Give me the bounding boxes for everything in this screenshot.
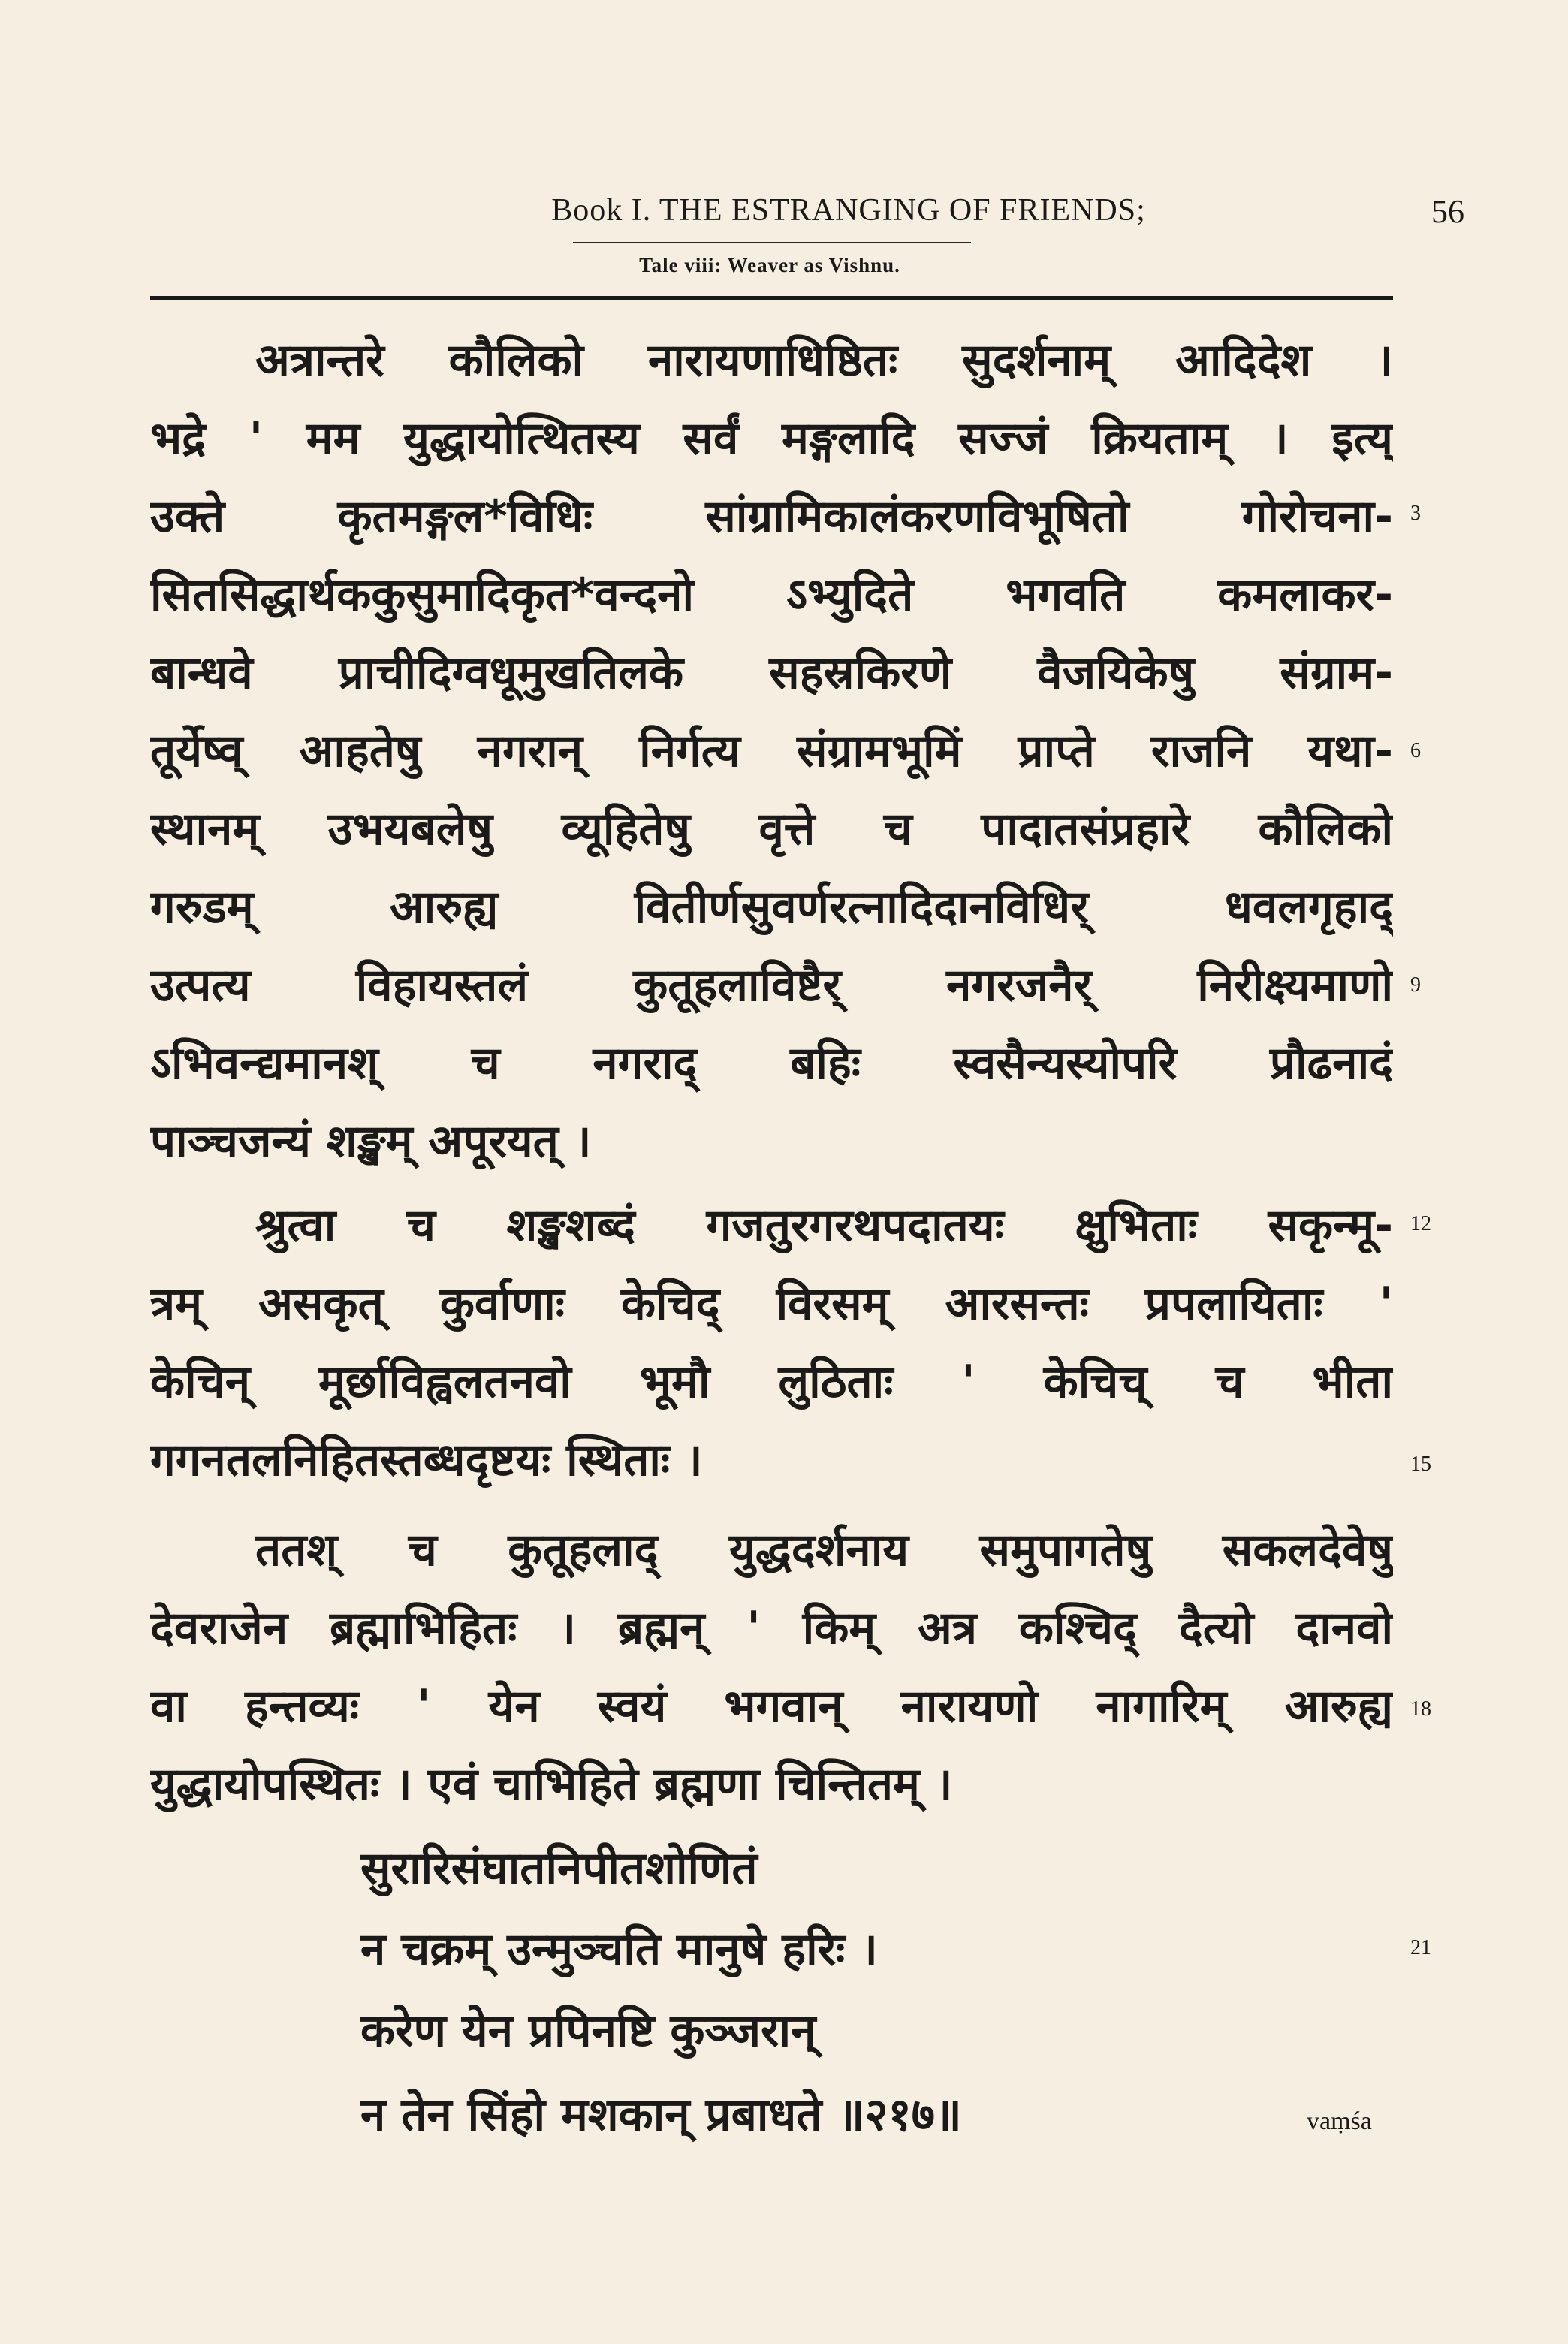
text-line: स्थानम् उभयबलेषु व्यूहितेषु वृत्ते च पादातसंप्रहारे कौलिको	[150, 803, 1393, 855]
text-line: श्रुत्वा च शङ्खशब्दं गजतुरगरथपदातयः क्षुभिताः सकृन्मू-	[255, 1199, 1393, 1252]
subheading-rule	[573, 242, 971, 243]
text-line: तूर्येष्व् आहतेषु नगरान् निर्गत्य संग्रामभूमिं प्राप्ते राजनि यथा-	[150, 725, 1393, 777]
text-line: ततश् च कुतूहलाद् युद्धदर्शनाय समुपागतेषु सकलदेवेषु	[255, 1524, 1393, 1576]
verse-line: सुरारिसंघातनिपीतशोणितं	[360, 1842, 758, 1895]
line-number: 18	[1410, 1697, 1431, 1721]
text-line: गगनतलनिहितस्तब्धदृष्टयः स्थिताः ।	[150, 1434, 703, 1486]
text-line: भद्रे ' मम युद्धायोत्थितस्य सर्वं मङ्गलादि सज्जं क्रियताम् । इत्य्	[150, 412, 1393, 465]
header-rule	[150, 296, 1393, 300]
text-line: गरुडम् आरुह्य वितीर्णसुवर्णरत्नादिदानविधिर् धवलगृहाद्	[150, 881, 1393, 934]
verse-line: न तेन सिंहो मशकान् प्रबाधते ॥२१७॥	[360, 2089, 962, 2141]
line-number: 6	[1410, 739, 1421, 762]
text-line: केचिन् मूर्छाविह्वलतनवो भूमौ लुठिताः ' केचिच् च भीता	[150, 1356, 1393, 1408]
line-number: 3	[1410, 502, 1421, 525]
verse-line: न चक्रम् उन्मुञ्चति मानुषे हरिः ।	[360, 1923, 878, 1976]
text-line: पाञ्चजन्यं शङ्खम् अपूरयत् ।	[150, 1115, 592, 1168]
text-line: युद्धायोपस्थितः । एवं चाभिहिते ब्रह्मणा चिन्तितम् ।	[150, 1758, 953, 1811]
page-number: 56	[1431, 193, 1464, 230]
text-line: उक्ते कृतमङ्गल*विधिः सांग्रामिकालंकरणविभूषितो गोरोचना-	[150, 490, 1393, 543]
line-number: 9	[1410, 973, 1421, 997]
line-number: 12	[1410, 1212, 1431, 1235]
line-number: 21	[1410, 1936, 1431, 1959]
text-line: देवराजेन ब्रह्माभिहितः । ब्रह्मन् ' किम् अत्र कश्चिद् दैत्यो दानवो	[150, 1602, 1393, 1655]
verse-line: करेण येन प्रपिनष्टि कुञ्जरान्	[360, 2005, 816, 2057]
text-line: उत्पत्य विहायस्तलं कुतूहलाविष्टैर् नगरजनैर् निरीक्ष्यमाणो	[150, 959, 1393, 1012]
text-line: वा हन्तव्यः ' येन स्वयं भगवान् नारायणो नागारिम् आरुह्य	[150, 1680, 1393, 1733]
meter-label: vaṃśa	[1307, 2107, 1372, 2135]
text-line: बान्धवे प्राचीदिग्वधूमुखतिलके सहस्रकिरणे वैजयिकेषु संग्राम-	[150, 647, 1393, 699]
text-line: ऽभिवन्द्यमानश् च नगराद् बहिः स्वसैन्यस्योपरि प्रौढनादं	[150, 1037, 1393, 1090]
header-bar	[150, 192, 1464, 245]
text-line: सितसिद्धार्थककुसुमादिकृत*वन्दनो ऽभ्युदिते भगवति कमलाकर-	[150, 569, 1393, 621]
tale-subheading: Tale viii: Weaver as Vishnu.	[639, 254, 900, 276]
line-number: 15	[1410, 1453, 1431, 1476]
text-line: अत्रान्तरे कौलिको नारायणाधिष्ठितः सुदर्शनाम् आदिदेश ।	[255, 334, 1393, 387]
text-line: त्रम् असकृत् कुर्वाणाः केचिद् विरसम् आरसन्तः प्रपलायिताः '	[150, 1278, 1393, 1330]
running-head: Book I. THE ESTRANGING OF FRIENDS;	[551, 193, 1146, 228]
